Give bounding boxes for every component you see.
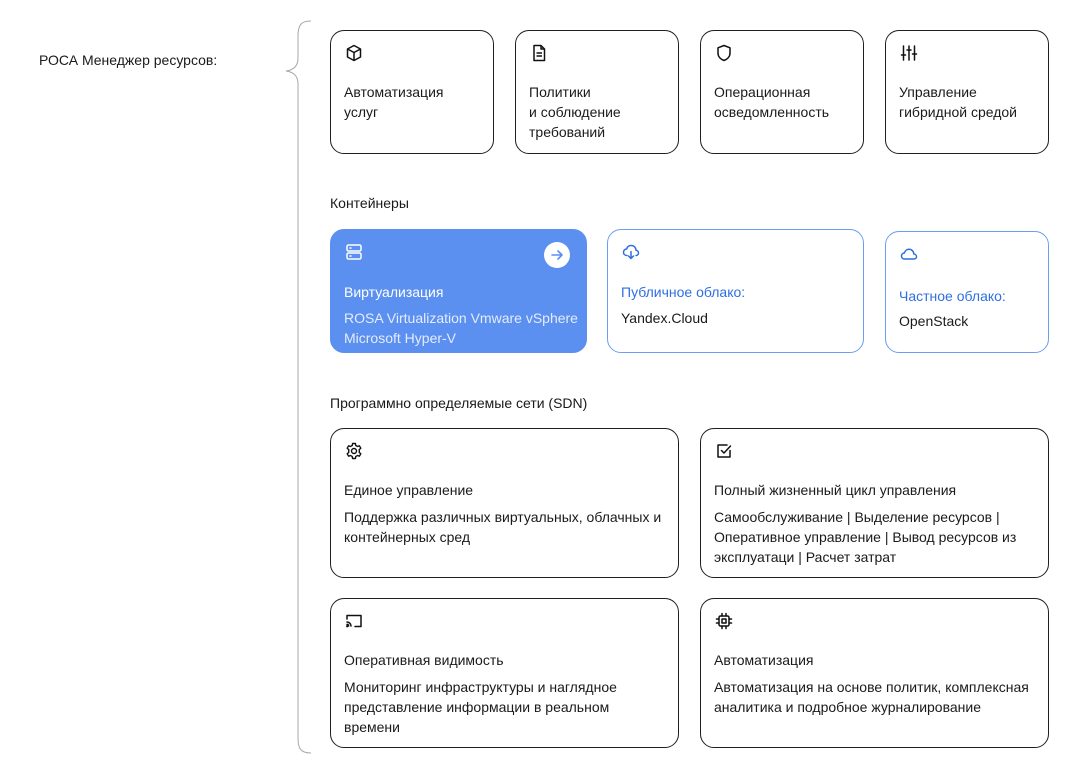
cloud-download-icon <box>621 242 641 262</box>
card-title: Виртуализация <box>344 284 444 300</box>
shield-icon <box>714 43 734 63</box>
card-description: Мониторинг инфраструктуры и наглядное представление информации в реальном времени <box>344 679 617 735</box>
automation-card[interactable] <box>700 598 1049 748</box>
server-icon <box>344 242 364 262</box>
card-description: Самообслуживание | Выделение ресурсов | Оперативное управление | Вывод ресурсов из эксплуатаци | Расчет затрат <box>714 509 1017 565</box>
card-value: OpenStack <box>899 313 969 329</box>
public-cloud-card[interactable] <box>607 229 864 353</box>
containers-section-label: Контейнеры <box>330 195 409 211</box>
card-title: Политики и соблюдение требований <box>529 84 621 140</box>
card-title: Автоматизация услуг <box>344 84 444 120</box>
card-value: ROSA Virtualization Vmware vSphere Microsoft Hyper-V <box>344 310 578 346</box>
card-title: Операционная осведомленность <box>714 84 830 120</box>
card-title: Оперативная видимость <box>344 652 504 668</box>
card-title: Единое управление <box>344 482 474 498</box>
service-automation-card[interactable] <box>330 30 494 154</box>
private-cloud-card[interactable] <box>885 231 1049 353</box>
root-label: РОСА Менеджер ресурсов: <box>39 52 218 68</box>
card-title: Частное облако: <box>899 288 1006 304</box>
bracket-connector <box>284 20 314 754</box>
cpu-icon <box>714 611 734 631</box>
operational-visibility-card[interactable] <box>330 598 679 748</box>
cast-icon <box>344 611 364 631</box>
sdn-section-label: Программно определяемые сети (SDN) <box>330 395 588 411</box>
card-title: Публичное облако: <box>621 284 746 300</box>
policies-compliance-card[interactable] <box>515 30 679 154</box>
virtualization-card[interactable] <box>330 229 587 353</box>
card-title: Автоматизация <box>714 652 814 668</box>
open-arrow-button[interactable] <box>544 242 570 268</box>
sliders-icon <box>899 43 919 63</box>
hybrid-management-card[interactable] <box>885 30 1049 154</box>
gear-icon <box>344 441 364 461</box>
unified-management-card[interactable] <box>330 428 679 578</box>
card-title: Полный жизненный цикл управления <box>714 482 957 498</box>
card-description: Автоматизация на основе политик, комплексная аналитика и подробное журналирование <box>714 679 1029 715</box>
document-icon <box>529 43 549 63</box>
card-value: Yandex.Cloud <box>621 310 708 326</box>
full-lifecycle-card[interactable] <box>700 428 1049 578</box>
card-title: Управление гибридной средой <box>899 84 1017 120</box>
card-description: Поддержка различных виртуальных, облачных и контейнерных сред <box>344 509 662 545</box>
checkbox-icon <box>714 441 734 461</box>
cloud-icon <box>899 244 919 264</box>
cube-icon <box>344 43 364 63</box>
operational-awareness-card[interactable] <box>700 30 864 154</box>
arrow-right-icon <box>544 242 570 268</box>
